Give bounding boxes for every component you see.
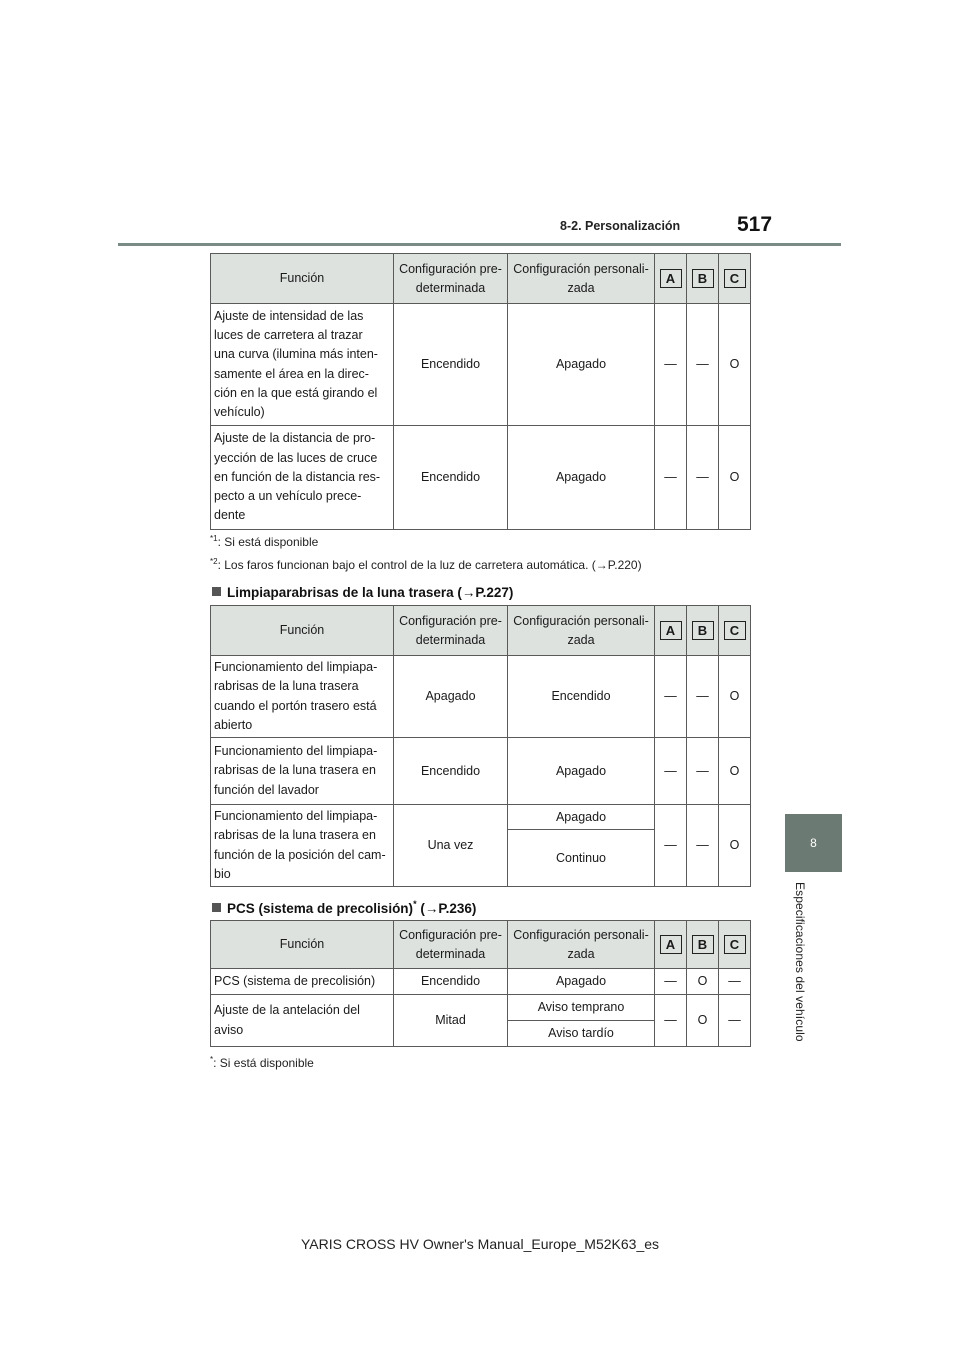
footnote: $^{*2}$: Los faros funcionan bajo el control de la luz de carretera automática. (→P.220) (210, 557, 642, 572)
b-cell: — (687, 656, 719, 738)
c-cell: O (719, 426, 751, 530)
table-row (211, 805, 751, 830)
b-cell: — (687, 738, 719, 805)
chapter-label: Especificaciones del vehículo (793, 882, 807, 1042)
column-function: Función (211, 254, 394, 304)
function-cell: Ajuste de la distancia de pro- yección de las luces de cruce en función de la distancia res- pecto a un vehículo prece- dente (211, 426, 394, 530)
column-default: Configuración pre- determinada (394, 254, 508, 304)
b-cell: — (687, 426, 719, 530)
column-b: B (687, 606, 719, 656)
b-cell: O (687, 969, 719, 995)
a-cell: — (655, 426, 687, 530)
a-cell: — (655, 304, 687, 426)
custom-option-cell: Continuo (508, 830, 655, 887)
column-b: B (687, 254, 719, 304)
default-cell: Encendido (394, 738, 508, 805)
custom-cell: Apagado (508, 738, 655, 805)
function-cell: Funcionamiento del limpiapa- rabrisas de la luna trasera en función de la posición del cam- bio (211, 805, 394, 887)
c-cell: O (719, 656, 751, 738)
custom-cell: Apagado (508, 304, 655, 426)
column-c: C (719, 254, 751, 304)
function-cell: Ajuste de la antelación del aviso (211, 995, 394, 1047)
default-cell: Apagado (394, 656, 508, 738)
a-cell: — (655, 969, 687, 995)
a-cell: — (655, 995, 687, 1047)
c-cell: — (719, 969, 751, 995)
table-row (211, 304, 751, 426)
bullet-icon (212, 587, 221, 596)
section-title-pcs: PCS (sistema de precolisión)* (→P.236) (212, 899, 476, 916)
function-cell: Ajuste de intensidad de las luces de carretera al trazar una curva (ilumina más inten- samente el área en la direc- ción en la que está girando el vehículo) (211, 304, 394, 426)
chapter-tab: 8 (785, 814, 842, 872)
custom-cell: Apagado (508, 969, 655, 995)
b-cell: O (687, 995, 719, 1047)
column-custom: Configuración personali- zada (508, 254, 655, 304)
b-cell: — (687, 304, 719, 426)
table-header-row (211, 254, 751, 304)
column-custom: Configuración personali- zada (508, 921, 655, 969)
table-row (211, 969, 751, 995)
column-a: A (655, 254, 687, 304)
column-a: A (655, 606, 687, 656)
a-cell: — (655, 656, 687, 738)
default-cell: Una vez (394, 805, 508, 887)
manual-footer: YARIS CROSS HV Owner's Manual_Europe_M52K63_es (300, 1236, 660, 1252)
column-c: C (719, 606, 751, 656)
bullet-icon (212, 903, 221, 912)
settings-table-pcs (210, 920, 751, 1047)
function-cell: Funcionamiento del limpiapa- rabrisas de la luna trasera en función del lavador (211, 738, 394, 805)
table-header-row (211, 606, 751, 656)
c-cell: — (719, 995, 751, 1047)
default-cell: Mitad (394, 995, 508, 1047)
section-heading: 8-2. Personalización (560, 219, 681, 233)
custom-option-cell: Apagado (508, 805, 655, 830)
column-function: Función (211, 921, 394, 969)
table-header-row (211, 921, 751, 969)
column-c: C (719, 921, 751, 969)
column-b: B (687, 921, 719, 969)
function-cell: Funcionamiento del limpiapa- rabrisas de la luna trasera cuando el portón trasero está abierto (211, 656, 394, 738)
default-cell: Encendido (394, 969, 508, 995)
c-cell: O (719, 805, 751, 887)
settings-table-high-beam (210, 253, 751, 530)
column-function: Función (211, 606, 394, 656)
table-row (211, 738, 751, 805)
settings-table-rear-wiper (210, 605, 751, 887)
table-row (211, 426, 751, 530)
page-number: 517 (737, 213, 773, 236)
section-title-rear-wiper: Limpiaparabrisas de la luna trasera (→P.227) (212, 585, 513, 600)
b-cell: — (687, 805, 719, 887)
footnote: *: Si está disponible (210, 1055, 314, 1070)
table-row (211, 995, 751, 1021)
header-divider (118, 243, 841, 246)
column-a: A (655, 921, 687, 969)
c-cell: O (719, 304, 751, 426)
custom-cell: Encendido (508, 656, 655, 738)
custom-option-cell: Aviso temprano (508, 995, 655, 1021)
custom-cell: Apagado (508, 426, 655, 530)
column-default: Configuración pre- determinada (394, 921, 508, 969)
default-cell: Encendido (394, 426, 508, 530)
footnote: $^{*1}$: Si está disponible (210, 534, 319, 549)
column-default: Configuración pre- determinada (394, 606, 508, 656)
table-row (211, 656, 751, 738)
custom-option-cell: Aviso tardío (508, 1021, 655, 1047)
c-cell: O (719, 738, 751, 805)
default-cell: Encendido (394, 304, 508, 426)
column-custom: Configuración personali- zada (508, 606, 655, 656)
a-cell: — (655, 805, 687, 887)
function-cell: PCS (sistema de precolisión) (211, 969, 394, 995)
a-cell: — (655, 738, 687, 805)
